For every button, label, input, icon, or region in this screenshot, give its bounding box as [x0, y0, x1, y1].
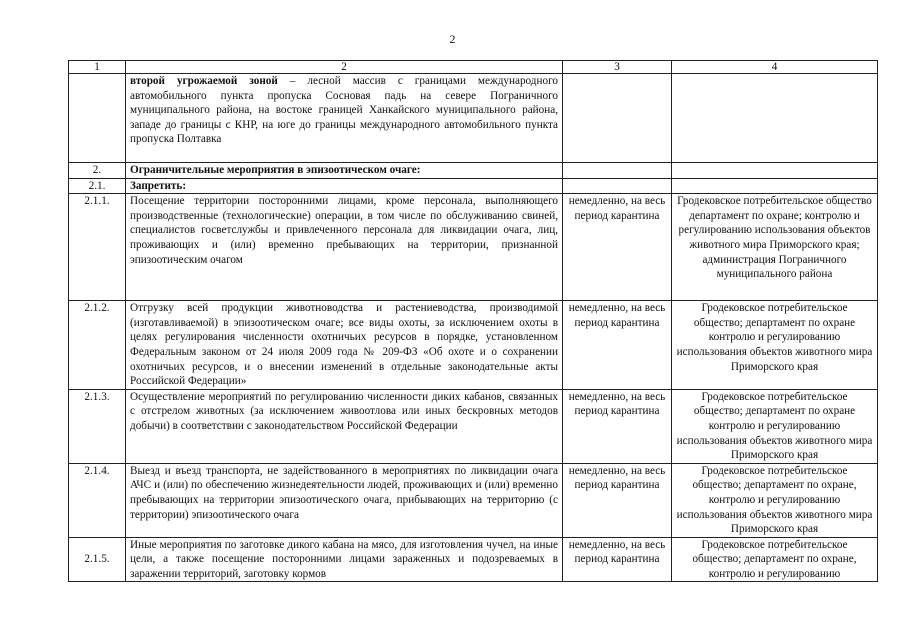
row-term: немедленно, на весь период карантина: [563, 301, 672, 390]
row-responsible: Гродековское потребительское общество; департамент по охране контролю и регулированию использования объектов животного мира Приморского края: [672, 301, 878, 390]
table-row: [69, 194, 878, 301]
row-term: немедленно, на весь период карантина: [563, 194, 672, 301]
row-term: немедленно, на весь период карантина: [563, 463, 672, 537]
row-term: [563, 163, 672, 179]
row-responsible: [672, 163, 878, 179]
row-term: [563, 178, 672, 194]
row-text-bold: второй угрожаемой зоной: [130, 75, 278, 87]
row-text: Посещение территории посторонними лицами, кроме персонала, выполняющего производственные (технологические) операции, в том числе по обслуживанию свиней, специалистов госветслужбы и привлеченного персонала для ликвидации очага, лиц, проживающих и (или) временно пребывающих на территории, признанной эпизоотическим очагом: [126, 194, 563, 301]
row-number: 2.: [69, 163, 126, 179]
column-header-3: 3: [563, 61, 672, 74]
row-text: Отгрузку всей продукции животноводства и растениеводства, производимой (изготавливаемой) в эпизоотическом очаге; все виды охоты, за исключением охоты в целях регулирования численности охотничьих ресурсов в порядке, установленном Федеральным законом от 24 июля 2009 года № 209-ФЗ «Об охоте и о сохранении охотничьих ресурсов, и о внесении изменений в отдельные законодательные акты Российской Федерации»: [126, 301, 563, 390]
row-responsible: Гродековское потребительское общество; департамент по охране контролю и регулированию использования объектов животного мира Приморского края: [672, 389, 878, 463]
column-header-1: 1: [69, 61, 126, 74]
row-text: [126, 74, 563, 163]
table-row: [69, 537, 878, 582]
measures-table: [68, 60, 878, 582]
row-number: 2.1.5.: [69, 537, 126, 582]
table-row: [69, 178, 878, 194]
row-term: немедленно, на весь период карантина: [563, 389, 672, 463]
row-text: [126, 178, 563, 194]
table-row: [69, 389, 878, 463]
table-row: [69, 163, 878, 179]
row-text: Иные мероприятия по заготовке дикого кабана на мясо, для изготовления чучел, на иные цели, а также посещение посторонними лицами зараженных и подозреваемых в заражении территорий, заготовку кормов: [126, 537, 563, 582]
row-term: [563, 74, 672, 163]
column-header-4: 4: [672, 61, 878, 74]
row-responsible: Гродековское потребительское общество департамент по охране; контролю и регулированию использования объектов животного мира Приморского края; администрация Пограничного муниципального района: [672, 194, 878, 301]
row-number: 2.1.1.: [69, 194, 126, 301]
row-number: 2.1.4.: [69, 463, 126, 537]
column-header-2: 2: [126, 61, 563, 74]
row-term: немедленно, на весь период карантина: [563, 537, 672, 582]
row-text-body: – лесной массив с границами международного автомобильного пункта пропуска Сосновая падь на севере Пограничного муниципального района, на востоке границей Ханкайского муниципального района, западе до границы с КНР, на юге до границы международного автомобильного пункта пропуска Полтавка: [130, 75, 558, 146]
row-responsible: Гродековское потребительское общество; департамент по охране, контролю и регулированию использования объектов животного мира Приморского края: [672, 463, 878, 537]
row-number: 2.1.2.: [69, 301, 126, 390]
row-number: 2.1.: [69, 178, 126, 194]
page-number: 2: [449, 32, 456, 46]
row-text-bold: Ограничительные мероприятия в эпизоотическом очаге:: [130, 164, 421, 176]
row-responsible: [672, 178, 878, 194]
row-text-bold: Запретить:: [130, 179, 187, 192]
row-responsible: [672, 74, 878, 163]
table-row: [69, 301, 878, 390]
table-header-row: [69, 61, 878, 74]
row-text: [126, 163, 563, 179]
table-row: [69, 463, 878, 537]
table-row: [69, 74, 878, 163]
row-text: Осуществление мероприятий по регулированию численности диких кабанов, связанных с отстрелом животных (за исключением живоотлова или иных бескровных методов добычи) в соответствии с законодательством Российской Федерации: [126, 389, 563, 463]
row-responsible: Гродековское потребительское общество; департамент по охране, контролю и регулированию: [672, 537, 878, 582]
row-number: [69, 74, 126, 163]
row-number: 2.1.3.: [69, 389, 126, 463]
row-text: Выезд и въезд транспорта, не задействованного в мероприятиях по ликвидации очага АЧС и (или) по обеспечению жизнедеятельности людей, проживающих и (или) временно пребывающих на территории эпизоотического очага, прибывающих на территорию (с территории) эпизоотического очага: [126, 463, 563, 537]
